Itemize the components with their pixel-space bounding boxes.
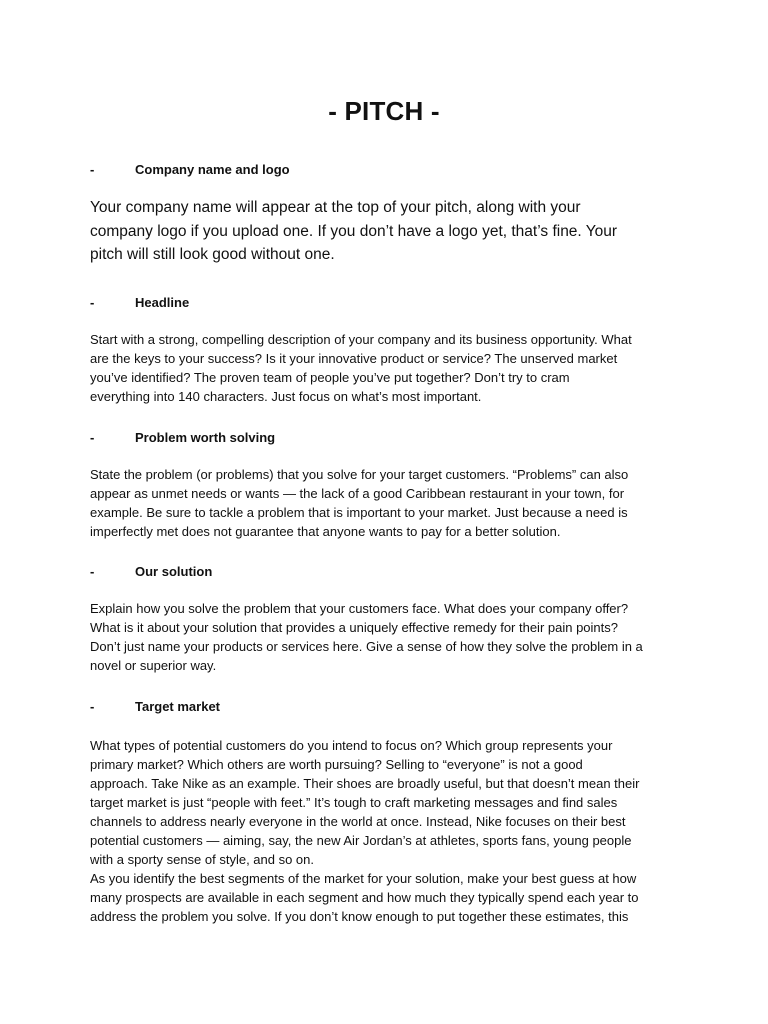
bullet-dash: - <box>90 162 95 177</box>
paragraph-line: address the problem you solve. If you don’t know enough to put together these estimates, this <box>90 909 629 924</box>
paragraph-line: Don’t just name your products or services here. Give a sense of how they solve the problem in a <box>90 639 643 654</box>
bullet-dash: - <box>90 564 95 579</box>
section-heading-solution <box>90 563 212 581</box>
paragraph-line: everything into 140 characters. Just focus on what’s most important. <box>90 389 482 404</box>
section-heading-label: Company name and logo <box>135 162 290 177</box>
paragraph-line: example. Be sure to tackle a problem that is important to your market. Just because a need is <box>90 505 628 520</box>
page-title: - PITCH - <box>328 96 440 126</box>
section-heading-headline <box>90 294 189 312</box>
section-heading-label: Our solution <box>135 564 213 579</box>
section-heading-target-market <box>90 698 220 716</box>
section-heading-label: Target market <box>135 699 221 714</box>
paragraph-line: Your company name will appear at the top of your pitch, along with your <box>90 199 581 216</box>
paragraph-line: appear as unmet needs or wants — the lack of a good Caribbean restaurant in your town, for <box>90 486 625 501</box>
paragraph-line: you’ve identified? The proven team of people you’ve put together? Don’t try to cram <box>90 370 570 385</box>
paragraph-line: many prospects are available in each segment and how much they typically spend each year to <box>90 890 639 905</box>
section-paragraph-headline <box>90 330 682 406</box>
paragraph-line: channels to address nearly everyone in the world at once. Instead, Nike focuses on their best <box>90 814 626 829</box>
paragraph-line: State the problem (or problems) that you solve for your target customers. “Problems” can also <box>90 467 629 482</box>
section-heading-label: Headline <box>135 295 190 310</box>
paragraph-line: Start with a strong, compelling description of your company and its business opportunity. What <box>90 332 632 347</box>
paragraph-line: approach. Take Nike as an example. Their shoes are broadly useful, but that doesn’t mean their <box>90 776 640 791</box>
paragraph-line: potential customers — aiming, say, the new Air Jordan’s at athletes, sports fans, young people <box>90 833 632 848</box>
section-heading-problem <box>90 429 275 447</box>
paragraph-line: company logo if you upload one. If you don’t have a logo yet, that’s fine. Your <box>90 222 618 240</box>
section-heading-company-name <box>90 161 290 179</box>
bullet-dash: - <box>90 430 95 445</box>
section-paragraph-solution <box>90 599 682 675</box>
paragraph-line: imperfectly met does not guarantee that anyone wants to pay for a better solution. <box>90 524 561 539</box>
paragraph-line: are the keys to your success? Is it your innovative product or service? The unserved market <box>90 351 618 366</box>
paragraph-line: novel or superior way. <box>90 658 217 673</box>
paragraph-line: target market is just “people with feet.” It’s tough to craft marketing messages and find sales <box>90 795 618 810</box>
paragraph-line: with a sporty sense of style, and so on. <box>90 852 315 867</box>
paragraph-line: primary market? Which others are worth pursuing? Selling to “everyone” is not a good <box>90 757 583 772</box>
section-paragraph-target-market <box>90 736 682 926</box>
paragraph-line: What is it about your solution that provides a uniquely effective remedy for their pain points? <box>90 620 618 635</box>
paragraph-line: Explain how you solve the problem that your customers face. What does your company offer? <box>90 601 629 616</box>
section-paragraph-company-name <box>90 196 682 267</box>
paragraph-line: As you identify the best segments of the market for your solution, make your best guess at how <box>90 871 637 886</box>
paragraph-line: pitch will still look good without one. <box>90 246 335 263</box>
bullet-dash: - <box>90 699 95 714</box>
paragraph-line: What types of potential customers do you intend to focus on? Which group represents your <box>90 738 613 753</box>
bullet-dash: - <box>90 295 95 310</box>
section-paragraph-problem <box>90 465 682 541</box>
section-heading-label: Problem worth solving <box>135 430 276 445</box>
